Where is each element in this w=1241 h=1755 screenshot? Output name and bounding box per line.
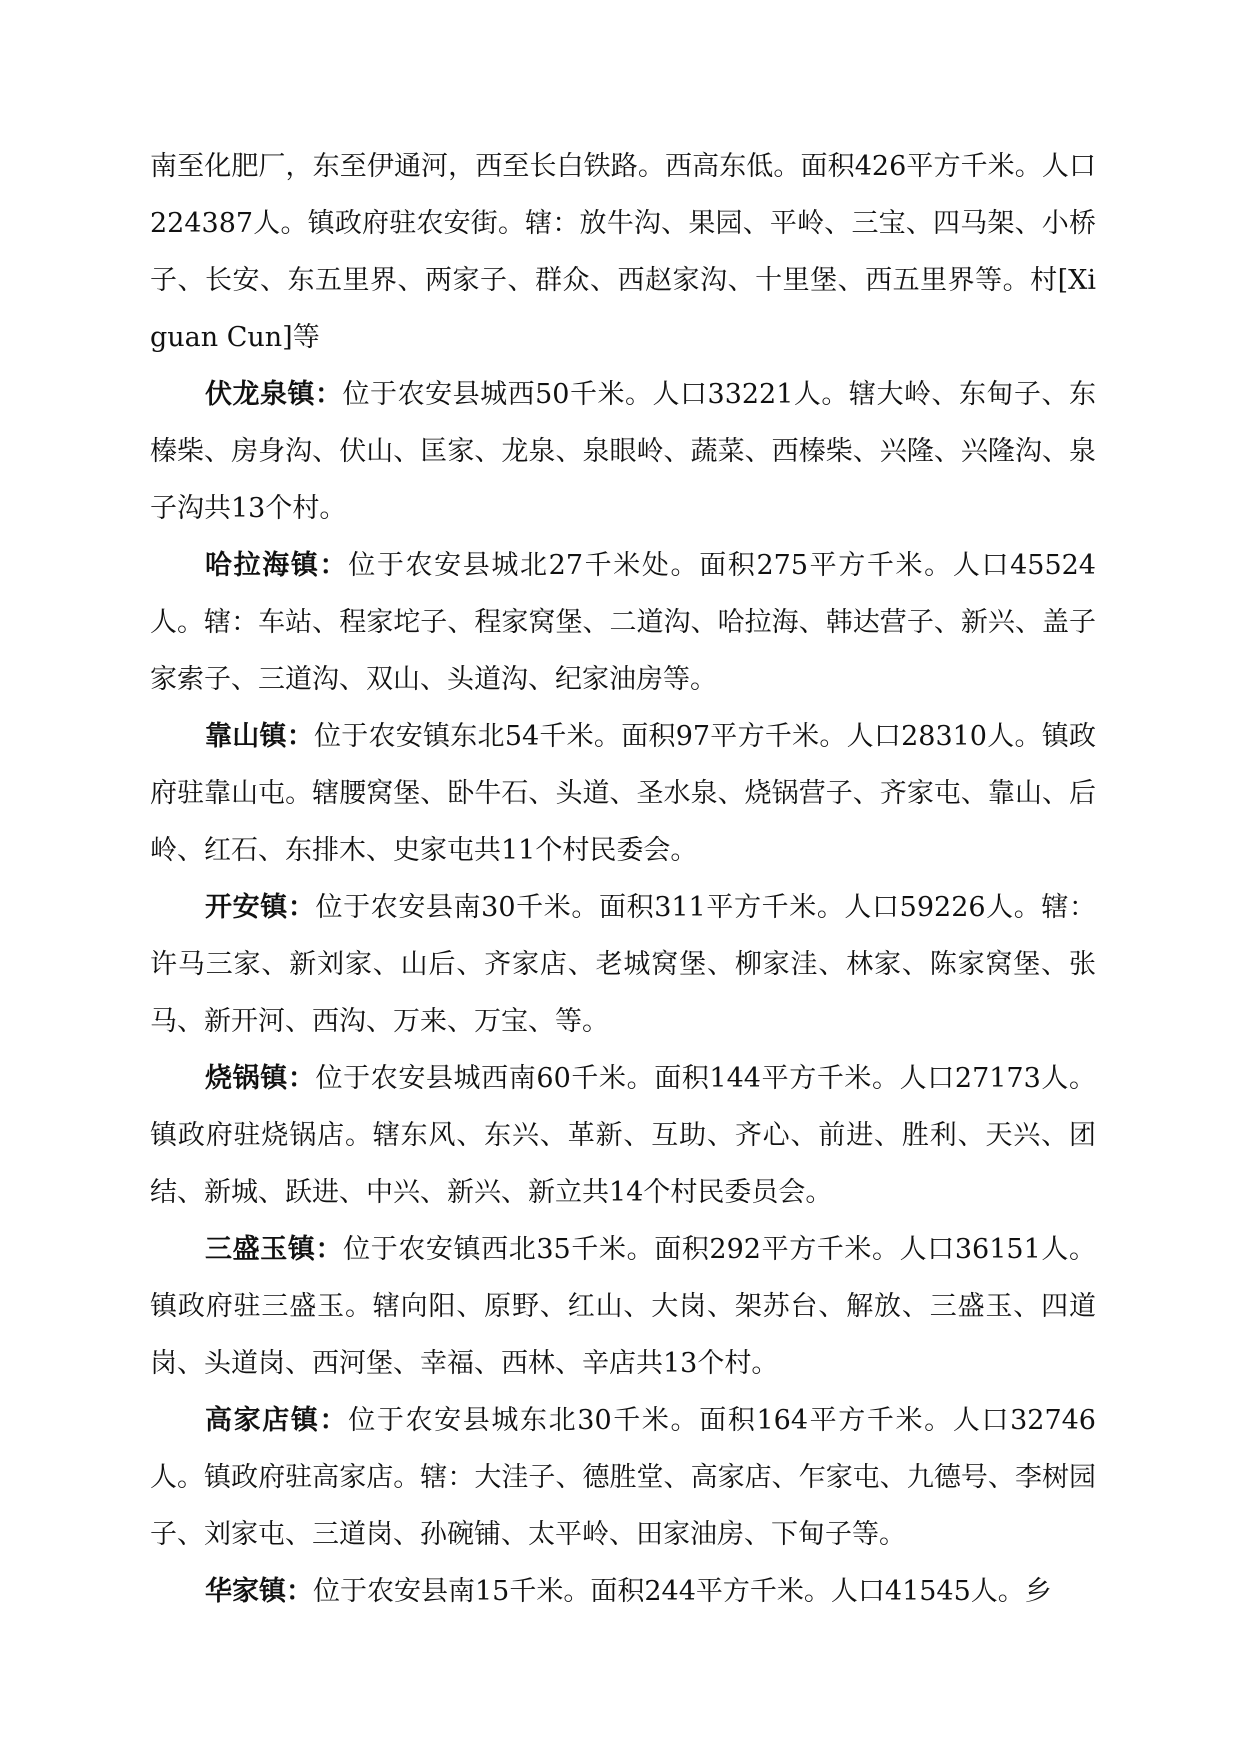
paragraph-term: 华家镇： [205,1576,313,1607]
paragraph-term: 高家店镇： [205,1405,349,1436]
paragraph-huajia [150,1563,1096,1620]
document-page [150,138,1096,1620]
paragraph-halahai [150,537,1096,708]
paragraph-sanshengyu [150,1221,1096,1392]
paragraph-text: 位于农安镇东北54千米。面积97平方千米。人口28310人。镇政府驻靠山屯。辖腰窝堡、卧牛石、头道、圣水泉、烧锅营子、齐家屯、靠山、后岭、红石、东排木、史家屯共11个村民委会。 [150,721,1097,866]
paragraph-term: 靠山镇： [205,721,315,752]
paragraph-term: 开安镇： [205,892,316,923]
paragraph-kaian [150,879,1096,1050]
paragraph-term: 三盛玉镇： [205,1234,344,1265]
paragraph-text: 位于农安县城东北30千米。面积164平方千米。人口32746人。镇政府驻高家店。辖：大洼子、德胜堂、高家店、乍家屯、九德号、李树园子、刘家屯、三道岗、孙碗铺、太平岭、田家油房、下甸子等。 [150,1405,1096,1550]
paragraph-text: 位于农安县城北27千米处。面积275平方千米。人口45524人。辖：车站、程家坨子、程家窝堡、二道沟、哈拉海、韩达营子、新兴、盖子家索子、三道沟、双山、头道沟、纪家油房等。 [150,550,1096,695]
paragraph-text: 南至化肥厂，东至伊通河，西至长白铁路。西高东低。面积426平方千米。人口224387人。镇政府驻农安街。辖：放牛沟、果园、平岭、三宝、四马架、小桥子、长安、东五里界、两家子、群众、西赵家沟、十里堡、西五里界等。村[Xiguan Cun]等 [150,151,1096,353]
paragraph-shaoguo [150,1050,1096,1221]
paragraph-kaoshan [150,708,1096,879]
paragraph-fulongquan [150,366,1096,537]
paragraph-term: 烧锅镇： [205,1063,316,1094]
paragraph-gaojiadian [150,1392,1096,1563]
paragraph-text: 位于农安县南30千米。面积311平方千米。人口59226人。辖：许马三家、新刘家、山后、齐家店、老城窝堡、柳家洼、林家、陈家窝堡、张马、新开河、西沟、万来、万宝、等。 [150,892,1097,1037]
paragraph-term: 伏龙泉镇： [205,379,343,410]
paragraph-text: 位于农安县城西50千米。人口33221人。辖大岭、东甸子、东榛柴、房身沟、伏山、匡家、龙泉、泉眼岭、蔬菜、西榛柴、兴隆、兴隆沟、泉子沟共13个村。 [150,379,1097,524]
paragraph-term: 哈拉海镇： [205,550,349,581]
paragraph-intro [150,138,1096,366]
paragraph-text: 位于农安县南15千米。面积244平方千米。人口41545人。乡 [313,1576,1052,1607]
paragraph-text: 位于农安镇西北35千米。面积292平方千米。人口36151人。镇政府驻三盛玉。辖向阳、原野、红山、大岗、架苏台、解放、三盛玉、四道岗、头道岗、西河堡、幸福、西林、辛店共13个村。 [150,1234,1097,1379]
paragraph-text: 位于农安县城西南60千米。面积144平方千米。人口27173人。镇政府驻烧锅店。辖东风、东兴、革新、互助、齐心、前进、胜利、天兴、团结、新城、跃进、中兴、新兴、新立共14个村民委员会。 [150,1063,1097,1208]
